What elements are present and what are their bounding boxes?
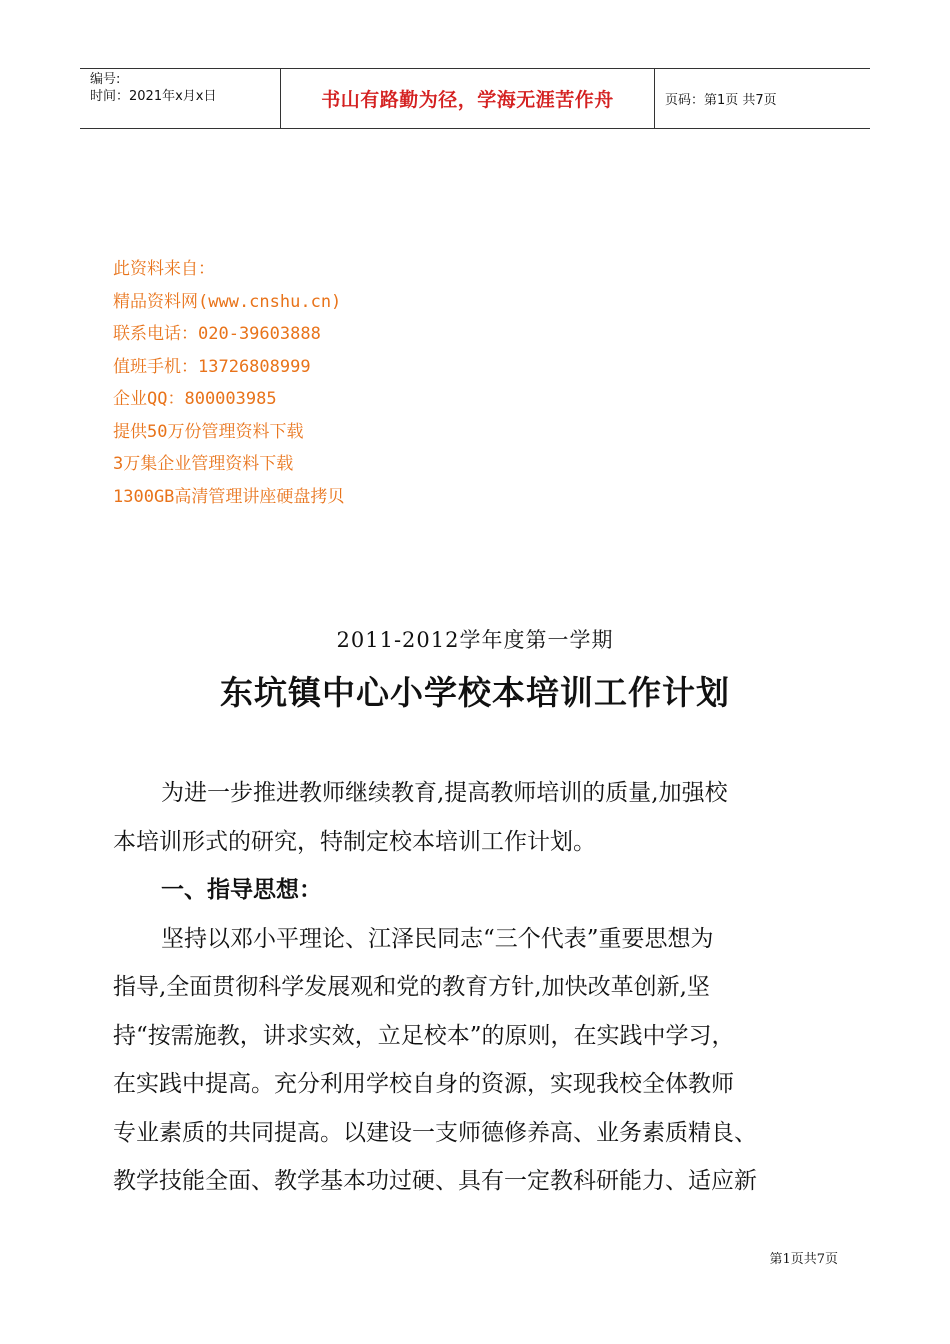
document-time-label: 时间：2021年x月x日 [90, 89, 217, 104]
header-table [80, 68, 870, 129]
source-info-block [113, 253, 344, 513]
section-heading: 一、指导思想： [161, 877, 322, 903]
document-subtitle: 2011-2012学年度第一学期 [336, 628, 614, 652]
document-body [113, 775, 838, 1212]
source-phone-line: 联系电话：020-39603888 [113, 324, 321, 344]
paragraph-line: 指导,全面贯彻科学发展观和党的教育方针,加快改革创新,坚 [113, 974, 710, 1000]
paragraph-line: 持“按需施教，讲求实效，立足校本”的原则，在实践中学习， [113, 1022, 735, 1049]
source-line: 此资料来自： [113, 259, 215, 279]
header-motto-cell [281, 69, 655, 128]
paragraph-line: 专业素质的共同提高。以建设一支师德修养高、业务素质精良、 [113, 1119, 757, 1146]
source-line: 1300GB高清管理讲座硬盘拷贝 [113, 486, 345, 507]
paragraph-line: 为进一步推进教师继续教育,提高教师培训的质量,加强校 [161, 780, 728, 806]
source-qq-line: 企业QQ：800003985 [113, 389, 277, 409]
document-number-label: 编号: [90, 72, 121, 87]
paragraph-line: 在实践中提高。充分利用学校自身的资源，实现我校全体教师 [113, 1071, 734, 1097]
header-page-info: 页码：第1页 共7页 [665, 93, 777, 108]
paragraph-line: 坚持以邓小平理论、江泽民同志“三个代表”重要思想为 [161, 925, 714, 952]
source-website-line: 精品资料网(www.cnshu.cn) [113, 291, 342, 312]
document-title: 东坑镇中心小学校本培训工作计划 [220, 673, 730, 712]
paragraph-line: 本培训形式的研究，特制定校本培训工作计划。 [113, 828, 596, 855]
paragraph-line: 教学技能全面、教学基本功过硬、具有一定教科研能力、适应新 [113, 1168, 757, 1194]
source-mobile-line: 值班手机：13726808999 [113, 356, 311, 377]
source-line: 3万集企业管理资料下载 [113, 454, 294, 474]
source-line: 提供50万份管理资料下载 [113, 421, 304, 442]
footer-page-number: 第1页共7页 [769, 1252, 838, 1267]
header-page-cell [655, 69, 870, 128]
header-meta-cell [80, 69, 281, 128]
header-motto: 书山有路勤为径，学海无涯苦作舟 [321, 89, 614, 111]
